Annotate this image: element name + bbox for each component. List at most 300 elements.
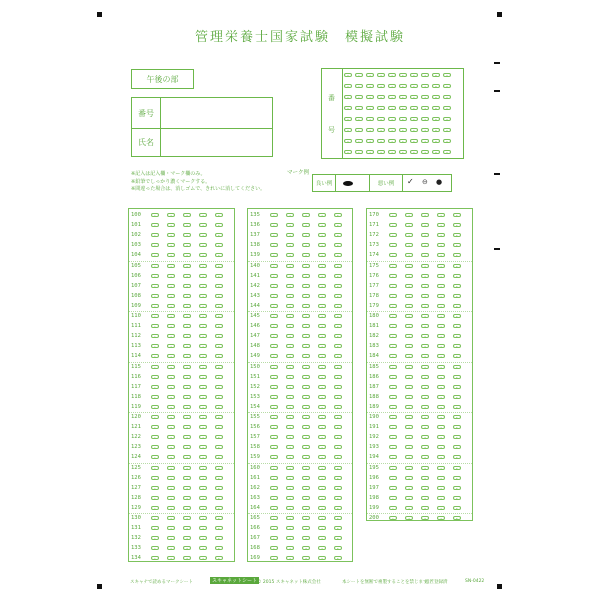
answer-bubble[interactable]: 1	[270, 445, 278, 449]
answer-bubble[interactable]: 3	[421, 455, 429, 459]
answer-bubble[interactable]: 1	[151, 354, 159, 358]
answer-bubble[interactable]: 1	[389, 344, 397, 348]
id-digit-bubble[interactable]: 0	[344, 150, 352, 154]
answer-bubble[interactable]: 4	[199, 466, 207, 470]
answer-bubble[interactable]: 5	[334, 264, 342, 268]
answer-bubble[interactable]: 1	[389, 334, 397, 338]
answer-bubble[interactable]: 3	[421, 334, 429, 338]
answer-bubble[interactable]: 5	[215, 405, 223, 409]
answer-bubble[interactable]: 2	[405, 354, 413, 358]
answer-bubble[interactable]: 1	[389, 385, 397, 389]
answer-bubble[interactable]: 4	[437, 466, 445, 470]
answer-bubble[interactable]: 4	[318, 284, 326, 288]
answer-bubble[interactable]: 4	[437, 294, 445, 298]
answer-bubble[interactable]: 4	[318, 213, 326, 217]
answer-bubble[interactable]: 5	[334, 425, 342, 429]
answer-bubble[interactable]: 4	[437, 415, 445, 419]
answer-bubble[interactable]: 3	[421, 213, 429, 217]
answer-bubble[interactable]: 5	[215, 223, 223, 227]
answer-bubble[interactable]: 4	[199, 435, 207, 439]
id-digit-bubble[interactable]: 1	[355, 73, 363, 77]
answer-bubble[interactable]: 3	[302, 365, 310, 369]
answer-bubble[interactable]: 2	[167, 415, 175, 419]
answer-bubble[interactable]: 2	[167, 324, 175, 328]
answer-bubble[interactable]: 1	[151, 455, 159, 459]
name-field[interactable]	[160, 128, 272, 157]
answer-bubble[interactable]: 1	[270, 213, 278, 217]
id-digit-bubble[interactable]: 1	[355, 128, 363, 132]
answer-bubble[interactable]: 2	[167, 476, 175, 480]
answer-bubble[interactable]: 3	[421, 365, 429, 369]
id-digit-bubble[interactable]: 2	[366, 117, 374, 121]
answer-bubble[interactable]: 3	[302, 546, 310, 550]
answer-bubble[interactable]: 5	[334, 365, 342, 369]
answer-bubble[interactable]: 4	[199, 455, 207, 459]
answer-bubble[interactable]: 5	[215, 425, 223, 429]
answer-bubble[interactable]: 5	[453, 233, 461, 237]
answer-bubble[interactable]: 2	[405, 375, 413, 379]
id-digit-bubble[interactable]: 4	[388, 73, 396, 77]
answer-bubble[interactable]: 4	[199, 415, 207, 419]
answer-bubble[interactable]: 5	[334, 233, 342, 237]
answer-bubble[interactable]: 3	[183, 324, 191, 328]
answer-bubble[interactable]: 4	[318, 435, 326, 439]
answer-bubble[interactable]: 1	[151, 213, 159, 217]
id-digit-bubble[interactable]: 1	[355, 84, 363, 88]
answer-bubble[interactable]: 2	[405, 496, 413, 500]
answer-bubble[interactable]: 1	[270, 324, 278, 328]
answer-bubble[interactable]: 2	[405, 253, 413, 257]
answer-bubble[interactable]: 1	[389, 405, 397, 409]
answer-bubble[interactable]: 3	[302, 213, 310, 217]
answer-bubble[interactable]: 5	[215, 314, 223, 318]
answer-bubble[interactable]: 3	[183, 556, 191, 560]
answer-bubble[interactable]: 4	[199, 274, 207, 278]
answer-bubble[interactable]: 1	[270, 375, 278, 379]
answer-bubble[interactable]: 4	[437, 435, 445, 439]
answer-bubble[interactable]: 5	[453, 253, 461, 257]
answer-bubble[interactable]: 1	[389, 274, 397, 278]
answer-bubble[interactable]: 5	[334, 213, 342, 217]
answer-bubble[interactable]: 1	[151, 405, 159, 409]
answer-bubble[interactable]: 2	[167, 385, 175, 389]
answer-bubble[interactable]: 4	[437, 375, 445, 379]
answer-bubble[interactable]: 1	[389, 213, 397, 217]
answer-bubble[interactable]: 3	[421, 415, 429, 419]
answer-bubble[interactable]: 5	[334, 314, 342, 318]
answer-bubble[interactable]: 1	[389, 516, 397, 520]
answer-bubble[interactable]: 3	[302, 223, 310, 227]
answer-bubble[interactable]: 4	[318, 253, 326, 257]
answer-bubble[interactable]: 5	[334, 354, 342, 358]
answer-bubble[interactable]: 4	[318, 445, 326, 449]
id-digit-bubble[interactable]: 6	[410, 106, 418, 110]
answer-bubble[interactable]: 1	[389, 314, 397, 318]
answer-bubble[interactable]: 1	[389, 304, 397, 308]
answer-bubble[interactable]: 2	[405, 314, 413, 318]
answer-bubble[interactable]: 1	[389, 506, 397, 510]
answer-bubble[interactable]: 2	[167, 506, 175, 510]
id-digit-bubble[interactable]: 6	[410, 84, 418, 88]
answer-bubble[interactable]: 5	[453, 304, 461, 308]
answer-bubble[interactable]: 3	[421, 445, 429, 449]
answer-bubble[interactable]: 1	[151, 344, 159, 348]
id-digit-bubble[interactable]: 0	[344, 95, 352, 99]
answer-bubble[interactable]: 3	[302, 425, 310, 429]
answer-bubble[interactable]: 1	[270, 274, 278, 278]
answer-bubble[interactable]: 1	[270, 294, 278, 298]
answer-bubble[interactable]: 5	[334, 516, 342, 520]
answer-bubble[interactable]: 3	[183, 354, 191, 358]
answer-bubble[interactable]: 4	[437, 506, 445, 510]
answer-bubble[interactable]: 1	[151, 496, 159, 500]
answer-bubble[interactable]: 5	[215, 294, 223, 298]
answer-bubble[interactable]: 5	[453, 516, 461, 520]
answer-bubble[interactable]: 3	[302, 354, 310, 358]
answer-bubble[interactable]: 3	[302, 294, 310, 298]
answer-bubble[interactable]: 1	[389, 445, 397, 449]
answer-bubble[interactable]: 3	[302, 415, 310, 419]
answer-bubble[interactable]: 2	[405, 435, 413, 439]
answer-bubble[interactable]: 5	[334, 526, 342, 530]
answer-bubble[interactable]: 1	[270, 546, 278, 550]
answer-bubble[interactable]: 2	[405, 334, 413, 338]
answer-bubble[interactable]: 2	[405, 243, 413, 247]
id-digit-bubble[interactable]: 6	[410, 117, 418, 121]
answer-bubble[interactable]: 4	[437, 334, 445, 338]
answer-bubble[interactable]: 1	[389, 375, 397, 379]
answer-bubble[interactable]: 4	[318, 334, 326, 338]
answer-bubble[interactable]: 5	[215, 334, 223, 338]
answer-bubble[interactable]: 1	[151, 304, 159, 308]
answer-bubble[interactable]: 4	[199, 334, 207, 338]
answer-bubble[interactable]: 1	[389, 284, 397, 288]
answer-bubble[interactable]: 3	[421, 375, 429, 379]
answer-bubble[interactable]: 5	[334, 405, 342, 409]
answer-bubble[interactable]: 1	[270, 476, 278, 480]
answer-bubble[interactable]: 2	[167, 486, 175, 490]
answer-bubble[interactable]: 3	[421, 486, 429, 490]
answer-bubble[interactable]: 1	[389, 435, 397, 439]
id-digit-bubble[interactable]: 5	[399, 128, 407, 132]
answer-bubble[interactable]: 5	[453, 445, 461, 449]
id-digit-bubble[interactable]: 9	[443, 84, 451, 88]
answer-bubble[interactable]: 4	[199, 375, 207, 379]
answer-bubble[interactable]: 1	[389, 466, 397, 470]
answer-bubble[interactable]: 3	[421, 516, 429, 520]
answer-bubble[interactable]: 1	[389, 425, 397, 429]
answer-bubble[interactable]: 2	[405, 223, 413, 227]
answer-bubble[interactable]: 5	[215, 556, 223, 560]
answer-bubble[interactable]: 1	[151, 264, 159, 268]
answer-bubble[interactable]: 4	[318, 556, 326, 560]
answer-bubble[interactable]: 5	[453, 294, 461, 298]
answer-bubble[interactable]: 2	[167, 435, 175, 439]
answer-bubble[interactable]: 5	[334, 304, 342, 308]
answer-bubble[interactable]: 4	[199, 476, 207, 480]
answer-bubble[interactable]: 2	[286, 314, 294, 318]
answer-bubble[interactable]: 2	[167, 405, 175, 409]
answer-bubble[interactable]: 1	[270, 253, 278, 257]
id-digit-bubble[interactable]: 9	[443, 150, 451, 154]
answer-bubble[interactable]: 2	[286, 455, 294, 459]
answer-bubble[interactable]: 3	[302, 435, 310, 439]
answer-bubble[interactable]: 2	[167, 274, 175, 278]
answer-bubble[interactable]: 5	[215, 284, 223, 288]
id-digit-bubble[interactable]: 7	[421, 106, 429, 110]
answer-bubble[interactable]: 4	[437, 284, 445, 288]
answer-bubble[interactable]: 1	[389, 324, 397, 328]
answer-bubble[interactable]: 5	[334, 476, 342, 480]
answer-bubble[interactable]: 3	[421, 324, 429, 328]
answer-bubble[interactable]: 3	[421, 314, 429, 318]
answer-bubble[interactable]: 4	[318, 233, 326, 237]
answer-bubble[interactable]: 2	[405, 213, 413, 217]
answer-bubble[interactable]: 3	[421, 435, 429, 439]
answer-bubble[interactable]: 1	[151, 556, 159, 560]
answer-bubble[interactable]: 3	[183, 516, 191, 520]
answer-bubble[interactable]: 2	[167, 365, 175, 369]
answer-bubble[interactable]: 1	[270, 496, 278, 500]
answer-bubble[interactable]: 1	[270, 415, 278, 419]
answer-bubble[interactable]: 2	[405, 506, 413, 510]
answer-bubble[interactable]: 5	[334, 486, 342, 490]
answer-bubble[interactable]: 3	[183, 405, 191, 409]
answer-bubble[interactable]: 3	[183, 233, 191, 237]
answer-bubble[interactable]: 1	[151, 294, 159, 298]
answer-bubble[interactable]: 2	[286, 466, 294, 470]
answer-bubble[interactable]: 2	[405, 476, 413, 480]
answer-bubble[interactable]: 5	[453, 284, 461, 288]
answer-bubble[interactable]: 5	[215, 304, 223, 308]
answer-bubble[interactable]: 5	[215, 395, 223, 399]
answer-bubble[interactable]: 3	[302, 526, 310, 530]
answer-bubble[interactable]: 4	[199, 354, 207, 358]
id-digit-bubble[interactable]: 8	[432, 117, 440, 121]
id-digit-bubble[interactable]: 2	[366, 95, 374, 99]
answer-bubble[interactable]: 3	[302, 445, 310, 449]
answer-bubble[interactable]: 4	[318, 455, 326, 459]
answer-bubble[interactable]: 3	[183, 253, 191, 257]
answer-bubble[interactable]: 1	[151, 516, 159, 520]
answer-bubble[interactable]: 5	[334, 506, 342, 510]
answer-bubble[interactable]: 1	[389, 415, 397, 419]
answer-bubble[interactable]: 3	[302, 385, 310, 389]
answer-bubble[interactable]: 1	[151, 253, 159, 257]
answer-bubble[interactable]: 4	[318, 314, 326, 318]
answer-bubble[interactable]: 2	[286, 304, 294, 308]
answer-bubble[interactable]: 2	[167, 304, 175, 308]
answer-bubble[interactable]: 2	[405, 294, 413, 298]
answer-bubble[interactable]: 4	[318, 354, 326, 358]
answer-bubble[interactable]: 4	[437, 354, 445, 358]
answer-bubble[interactable]: 5	[215, 506, 223, 510]
answer-bubble[interactable]: 5	[453, 375, 461, 379]
answer-bubble[interactable]: 4	[437, 516, 445, 520]
answer-bubble[interactable]: 4	[437, 213, 445, 217]
answer-bubble[interactable]: 2	[167, 516, 175, 520]
answer-bubble[interactable]: 2	[286, 324, 294, 328]
answer-bubble[interactable]: 4	[318, 264, 326, 268]
id-digit-bubble[interactable]: 0	[344, 117, 352, 121]
answer-bubble[interactable]: 4	[199, 556, 207, 560]
answer-bubble[interactable]: 1	[151, 233, 159, 237]
answer-bubble[interactable]: 4	[437, 223, 445, 227]
answer-bubble[interactable]: 2	[286, 223, 294, 227]
answer-bubble[interactable]: 4	[199, 294, 207, 298]
answer-bubble[interactable]: 5	[453, 385, 461, 389]
answer-bubble[interactable]: 2	[167, 284, 175, 288]
answer-bubble[interactable]: 2	[167, 425, 175, 429]
answer-bubble[interactable]: 1	[151, 395, 159, 399]
answer-bubble[interactable]: 3	[183, 486, 191, 490]
answer-bubble[interactable]: 3	[302, 233, 310, 237]
answer-bubble[interactable]: 2	[286, 375, 294, 379]
answer-bubble[interactable]: 1	[151, 284, 159, 288]
id-digit-bubble[interactable]: 7	[421, 139, 429, 143]
answer-bubble[interactable]: 4	[199, 425, 207, 429]
answer-bubble[interactable]: 2	[167, 213, 175, 217]
answer-bubble[interactable]: 1	[389, 496, 397, 500]
answer-bubble[interactable]: 4	[318, 415, 326, 419]
answer-bubble[interactable]: 2	[167, 395, 175, 399]
answer-bubble[interactable]: 4	[199, 314, 207, 318]
answer-bubble[interactable]: 2	[405, 264, 413, 268]
answer-bubble[interactable]: 1	[270, 314, 278, 318]
answer-bubble[interactable]: 5	[453, 334, 461, 338]
id-digit-bubble[interactable]: 9	[443, 128, 451, 132]
answer-bubble[interactable]: 1	[151, 486, 159, 490]
answer-bubble[interactable]: 4	[318, 365, 326, 369]
id-digit-bubble[interactable]: 3	[377, 84, 385, 88]
answer-bubble[interactable]: 4	[318, 324, 326, 328]
answer-bubble[interactable]: 4	[318, 516, 326, 520]
answer-bubble[interactable]: 4	[437, 425, 445, 429]
answer-bubble[interactable]: 5	[334, 294, 342, 298]
answer-bubble[interactable]: 5	[215, 496, 223, 500]
answer-bubble[interactable]: 4	[199, 496, 207, 500]
id-digit-bubble[interactable]: 1	[355, 139, 363, 143]
answer-bubble[interactable]: 5	[334, 253, 342, 257]
answer-bubble[interactable]: 2	[286, 435, 294, 439]
answer-bubble[interactable]: 2	[405, 385, 413, 389]
id-digit-bubble[interactable]: 9	[443, 117, 451, 121]
answer-bubble[interactable]: 2	[286, 264, 294, 268]
answer-bubble[interactable]: 1	[270, 304, 278, 308]
answer-bubble[interactable]: 1	[151, 506, 159, 510]
answer-bubble[interactable]: 3	[421, 476, 429, 480]
answer-bubble[interactable]: 2	[167, 294, 175, 298]
answer-bubble[interactable]: 1	[389, 294, 397, 298]
answer-bubble[interactable]: 2	[286, 476, 294, 480]
answer-bubble[interactable]: 3	[421, 506, 429, 510]
answer-bubble[interactable]: 4	[199, 516, 207, 520]
answer-bubble[interactable]: 4	[199, 385, 207, 389]
answer-bubble[interactable]: 3	[302, 324, 310, 328]
answer-bubble[interactable]: 3	[421, 496, 429, 500]
id-digit-bubble[interactable]: 0	[344, 84, 352, 88]
answer-bubble[interactable]: 5	[215, 435, 223, 439]
answer-bubble[interactable]: 2	[286, 395, 294, 399]
answer-bubble[interactable]: 3	[183, 435, 191, 439]
answer-bubble[interactable]: 4	[199, 506, 207, 510]
answer-bubble[interactable]: 5	[215, 213, 223, 217]
answer-bubble[interactable]: 3	[183, 223, 191, 227]
answer-bubble[interactable]: 3	[421, 284, 429, 288]
id-digit-bubble[interactable]: 7	[421, 150, 429, 154]
answer-bubble[interactable]: 1	[151, 445, 159, 449]
answer-bubble[interactable]: 3	[421, 354, 429, 358]
answer-bubble[interactable]: 4	[199, 445, 207, 449]
answer-bubble[interactable]: 5	[334, 496, 342, 500]
answer-bubble[interactable]: 5	[334, 556, 342, 560]
answer-bubble[interactable]: 1	[151, 476, 159, 480]
id-digit-bubble[interactable]: 8	[432, 139, 440, 143]
answer-bubble[interactable]: 2	[286, 526, 294, 530]
id-digit-bubble[interactable]: 3	[377, 150, 385, 154]
answer-bubble[interactable]: 4	[199, 324, 207, 328]
answer-bubble[interactable]: 5	[334, 243, 342, 247]
answer-bubble[interactable]: 1	[270, 243, 278, 247]
answer-bubble[interactable]: 2	[405, 466, 413, 470]
answer-bubble[interactable]: 1	[151, 425, 159, 429]
id-digit-bubble[interactable]: 4	[388, 139, 396, 143]
answer-bubble[interactable]: 1	[389, 233, 397, 237]
answer-bubble[interactable]: 2	[167, 223, 175, 227]
answer-bubble[interactable]: 5	[453, 415, 461, 419]
answer-bubble[interactable]: 4	[437, 405, 445, 409]
answer-bubble[interactable]: 3	[302, 516, 310, 520]
answer-bubble[interactable]: 4	[199, 213, 207, 217]
answer-bubble[interactable]: 5	[215, 466, 223, 470]
answer-bubble[interactable]: 2	[286, 354, 294, 358]
answer-bubble[interactable]: 2	[405, 233, 413, 237]
answer-bubble[interactable]: 2	[405, 344, 413, 348]
answer-bubble[interactable]: 3	[183, 365, 191, 369]
answer-bubble[interactable]: 3	[421, 294, 429, 298]
answer-bubble[interactable]: 2	[167, 253, 175, 257]
answer-bubble[interactable]: 3	[302, 264, 310, 268]
id-digit-bubble[interactable]: 4	[388, 150, 396, 154]
answer-bubble[interactable]: 2	[167, 536, 175, 540]
answer-bubble[interactable]: 4	[199, 486, 207, 490]
answer-bubble[interactable]: 1	[270, 506, 278, 510]
answer-bubble[interactable]: 5	[334, 385, 342, 389]
answer-bubble[interactable]: 3	[183, 264, 191, 268]
answer-bubble[interactable]: 5	[453, 496, 461, 500]
answer-bubble[interactable]: 2	[405, 274, 413, 278]
answer-bubble[interactable]: 5	[334, 546, 342, 550]
answer-bubble[interactable]: 4	[318, 526, 326, 530]
id-digit-bubble[interactable]: 2	[366, 150, 374, 154]
answer-bubble[interactable]: 5	[215, 354, 223, 358]
answer-bubble[interactable]: 2	[286, 253, 294, 257]
answer-bubble[interactable]: 3	[302, 344, 310, 348]
answer-bubble[interactable]: 5	[215, 274, 223, 278]
answer-bubble[interactable]: 3	[183, 455, 191, 459]
id-digit-bubble[interactable]: 3	[377, 106, 385, 110]
answer-bubble[interactable]: 1	[389, 455, 397, 459]
id-digit-bubble[interactable]: 8	[432, 150, 440, 154]
answer-bubble[interactable]: 4	[437, 486, 445, 490]
answer-bubble[interactable]: 4	[437, 324, 445, 328]
id-digit-bubble[interactable]: 0	[344, 128, 352, 132]
answer-bubble[interactable]: 5	[215, 536, 223, 540]
answer-bubble[interactable]: 4	[318, 506, 326, 510]
id-digit-bubble[interactable]: 9	[443, 139, 451, 143]
answer-bubble[interactable]: 1	[151, 466, 159, 470]
answer-bubble[interactable]: 4	[318, 536, 326, 540]
